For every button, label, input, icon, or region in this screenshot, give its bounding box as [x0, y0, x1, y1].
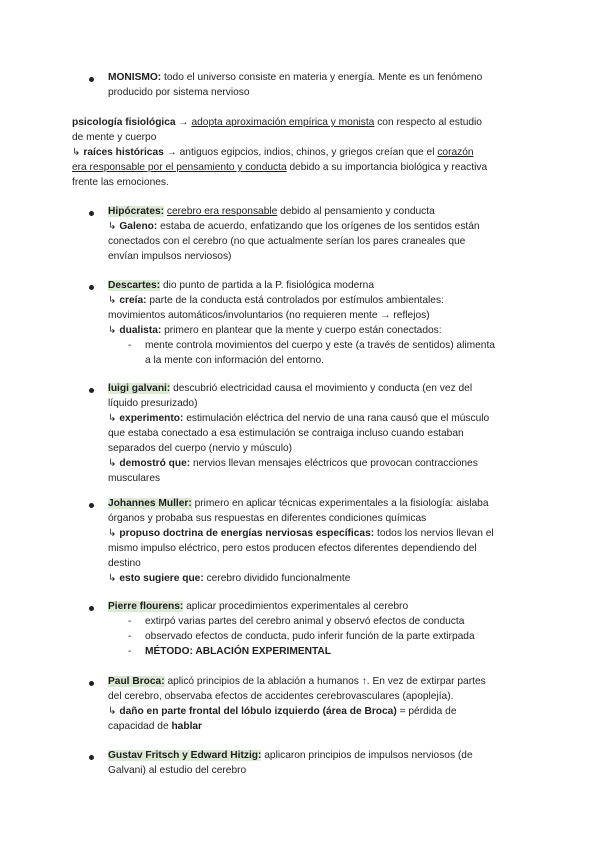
arrow-icon: →: [175, 117, 192, 128]
dash-icon: -: [128, 340, 132, 351]
demostro-text-2: musculares: [108, 473, 161, 484]
dash-icon: -: [128, 616, 132, 627]
fritsch-text: aplicaron principios de impulsos nerviosos (de: [261, 750, 473, 761]
fritsch-text-2: Galvani) al estudio del cerebro: [108, 765, 247, 776]
experimento-text-3: separados del cuerpo (nervio y músculo): [108, 443, 293, 454]
sub-arrow-icon: ↳: [108, 528, 120, 539]
monismo-label: MONISMO:: [108, 72, 162, 83]
experimento-label: experimento:: [119, 413, 184, 424]
propuso-text-2: mismo impulso eléctrico, pero estos producen efectos diferentes dependiendo del: [108, 543, 477, 554]
propuso-text-3: destino: [108, 558, 141, 569]
broca-text: aplicó principios de la ablación a humanos ↑. En vez de extirpar partes: [164, 676, 486, 687]
flourens-subitem: extirpó varias partes del cerebro animal y observó efectos de conducta: [145, 616, 465, 627]
bullet-icon: [89, 606, 94, 611]
psico-text: con respecto al estudio: [374, 117, 482, 128]
experimento-text: estimulación eléctrica del nervio de una rana causó que el músculo: [183, 413, 490, 424]
broca-name: Paul Broca:: [108, 676, 165, 687]
hipocrates-name: Hipócrates:: [108, 206, 165, 217]
dano-label: daño en parte frontal del lóbulo izquierdo (área de Broca): [119, 706, 397, 717]
bullet-icon: [89, 503, 94, 508]
sub-arrow-icon: ↳: [108, 221, 120, 232]
flourens-subitems: [145, 614, 475, 659]
sub-arrow-icon: ↳: [108, 325, 120, 336]
descartes-item: [108, 278, 444, 338]
corazon-underlined: corazón: [437, 147, 474, 158]
descartes-text: dio punto de partida a la P. fisiológica moderna: [160, 280, 375, 291]
dash-icon: -: [128, 646, 132, 657]
flourens-name: Pierre flourens:: [108, 601, 184, 612]
psico-underlined: adopta aproximación empírica y monista: [191, 117, 375, 128]
monismo-text: todo el universo consiste en materia y energía. Mente es un fenómeno: [161, 72, 483, 83]
experimento-text-2: que estaba conectado a esa estimulación se contraiga incluso cuando estaban: [108, 428, 464, 439]
creia-text: parte de la conducta está controlados por estímulos ambientales:: [146, 295, 444, 306]
fritsch-item: [108, 748, 473, 778]
sugiere-text: cerebro dividido funcionalmente: [203, 573, 351, 584]
bullet-icon: [89, 285, 94, 290]
sub-arrow-icon: ↳: [108, 573, 120, 584]
psico-label: psicología fisiológica: [72, 117, 176, 128]
galvani-name: luigi galvani:: [108, 383, 171, 394]
bullet-icon: [89, 755, 94, 760]
flourens-item: [108, 599, 408, 614]
dano-text-2: capacidad de: [108, 721, 172, 732]
monismo-item: [108, 70, 482, 100]
galvani-item: [108, 381, 489, 486]
psico-text-5: frente las emociones.: [72, 177, 169, 188]
dash-icon: -: [128, 631, 132, 642]
psico-text-2: de mente y cuerpo: [72, 132, 157, 143]
raices-label: raíces históricas: [83, 147, 164, 158]
galvani-text: descubrió electricidad causa el movimiento y conducta (en vez del: [170, 383, 473, 394]
hipocrates-text: debido al pensamiento y conducta: [277, 206, 435, 217]
propuso-text: todos los nervios llevan el: [374, 528, 494, 539]
galeno-text-2: conectados con el cerebro (no que actualmente serían los pares craneales que: [108, 236, 466, 247]
descartes-subitem-text: mente controla movimientos del cuerpo y este (a través de sentidos) alimenta: [145, 340, 495, 351]
sub-arrow-icon: ↳: [108, 706, 120, 717]
creia-label: creía:: [119, 295, 147, 306]
hipocrates-underlined: cerebro era responsable: [166, 206, 278, 217]
galeno-text-3: envían impulsos nerviosos): [108, 251, 232, 262]
descartes-subitem-text-2: a la mente con información del entorno.: [145, 355, 324, 366]
sub-arrow-icon: ↳: [72, 147, 84, 158]
bullet-icon: [89, 77, 94, 82]
dano-text: = pérdida de: [396, 706, 457, 717]
galvani-text-2: líquido presurizado): [108, 398, 198, 409]
demostro-label: demostró que:: [119, 458, 191, 469]
flourens-subitem-metodo: MÉTODO: ABLACIÓN EXPERIMENTAL: [145, 646, 332, 657]
bullet-icon: [89, 211, 94, 216]
descartes-name: Descartes:: [108, 280, 161, 291]
broca-item: [108, 674, 486, 734]
muller-name: Johannes Muller:: [108, 498, 192, 509]
raices-text: → antiguos egipcios, indios, chinos, y griegos creían que el: [163, 147, 438, 158]
bullet-icon: [89, 681, 94, 686]
hablar-label: hablar: [171, 721, 203, 732]
broca-text-2: del cerebro, observaba efectos de accidentes cerebrovasculares (apoplejía).: [108, 691, 454, 702]
flourens-subitem: observado efectos de conducta, pudo inferir función de la parte extirpada: [145, 631, 475, 642]
dualista-label: dualista:: [119, 325, 162, 336]
psico-text-4: debido a su importancia biológica y reactiva: [286, 162, 488, 173]
sub-arrow-icon: ↳: [108, 413, 120, 424]
sub-arrow-icon: ↳: [108, 295, 120, 306]
dualista-text: primero en plantear que la mente y cuerpo están conectados:: [161, 325, 442, 336]
creia-text-2: movimientos automáticos/involuntarios (no requieren mente → reflejos): [108, 310, 430, 321]
galeno-text: estaba de acuerdo, enfatizando que los orígenes de los sentidos están: [157, 221, 480, 232]
bullet-icon: [89, 388, 94, 393]
muller-text: primero en aplicar técnicas experimentales a la fisiología: aislaba: [191, 498, 489, 509]
galeno-label: Galeno:: [119, 221, 158, 232]
demostro-text: nervios llevan mensajes eléctricos que provocan contracciones: [190, 458, 478, 469]
muller-text-2: órganos y probaba sus respuestas en diferentes condiciones químicas: [108, 513, 427, 524]
hipocrates-item: [108, 204, 480, 264]
monismo-text-2: producido por sistema nervioso: [108, 87, 250, 98]
fritsch-name: Gustav Fritsch y Edward Hitzig:: [108, 750, 262, 761]
flourens-text: aplicar procedimientos experimentales al cerebro: [183, 601, 409, 612]
psicologia-paragraph: [72, 115, 487, 190]
psico-underlined-2: era responsable por el pensamiento y conducta: [72, 162, 287, 173]
muller-item: [108, 496, 494, 586]
sub-arrow-icon: ↳: [108, 458, 120, 469]
sugiere-label: esto sugiere que:: [119, 573, 204, 584]
descartes-subitem: [145, 338, 495, 368]
propuso-label: propuso doctrina de energías nerviosas específicas:: [119, 528, 375, 539]
